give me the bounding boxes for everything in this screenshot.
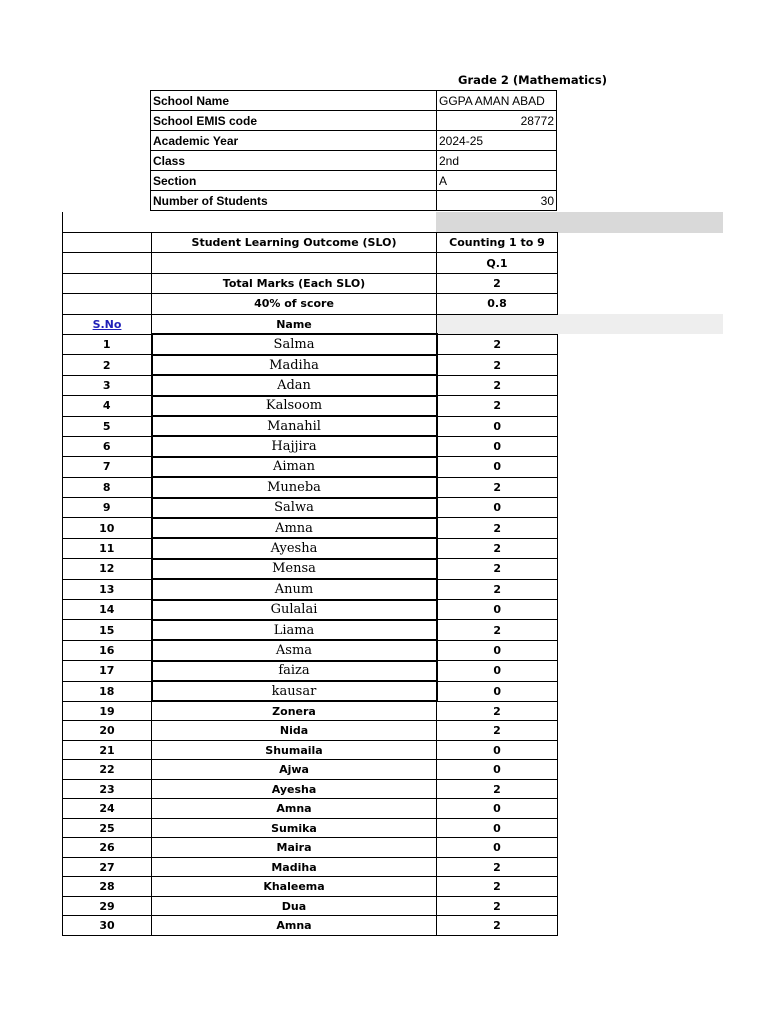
sno-cell[interactable]: 30 <box>63 916 152 936</box>
score-cell[interactable]: 0 <box>437 416 558 436</box>
question-label[interactable]: Q.1 <box>437 253 558 273</box>
info-label[interactable]: Class <box>151 151 437 171</box>
score-cell[interactable]: 2 <box>437 857 558 877</box>
score-cell[interactable]: 2 <box>437 701 558 721</box>
score-cell[interactable]: 0 <box>437 498 558 518</box>
name-cell[interactable]: Manahil <box>152 416 437 436</box>
slo-label[interactable]: Student Learning Outcome (SLO) <box>152 233 437 253</box>
info-value[interactable]: 30 <box>437 191 557 211</box>
info-row <box>151 151 557 171</box>
table-row <box>63 896 558 916</box>
name-cell[interactable]: Aiman <box>152 457 437 477</box>
name-cell[interactable]: Sumika <box>152 818 437 838</box>
info-value[interactable]: 28772 <box>437 111 557 131</box>
name-cell[interactable]: Nida <box>152 721 437 741</box>
score-cell[interactable]: 2 <box>437 396 558 416</box>
name-cell[interactable]: Amna <box>152 518 437 538</box>
info-value[interactable]: GGPA AMAN ABAD <box>437 91 557 111</box>
table-cell[interactable] <box>63 273 152 293</box>
info-row <box>151 111 557 131</box>
score-cell[interactable]: 0 <box>437 838 558 858</box>
info-label[interactable]: Academic Year <box>151 131 437 151</box>
name-cell[interactable]: Ayesha <box>152 779 437 799</box>
score-cell[interactable]: 2 <box>437 779 558 799</box>
info-label[interactable]: Number of Students <box>151 191 437 211</box>
sno-cell[interactable]: 29 <box>63 896 152 916</box>
name-cell[interactable]: Salwa <box>152 498 437 518</box>
table-row <box>63 681 558 701</box>
score-cell[interactable]: 2 <box>437 877 558 897</box>
sno-cell[interactable]: 5 <box>63 416 152 436</box>
table-row <box>63 334 558 354</box>
table-row <box>63 498 558 518</box>
table-row <box>63 877 558 897</box>
name-cell[interactable]: kausar <box>152 681 437 701</box>
sno-cell[interactable]: 10 <box>63 518 152 538</box>
pct-label[interactable]: 40% of score <box>152 294 437 314</box>
sno-cell[interactable]: 3 <box>63 375 152 395</box>
name-cell[interactable]: Muneba <box>152 477 437 497</box>
slo-value[interactable]: Counting 1 to 9 <box>437 233 558 253</box>
sno-cell[interactable]: 7 <box>63 457 152 477</box>
sno-cell[interactable]: 11 <box>63 538 152 558</box>
sno-cell[interactable]: 21 <box>63 740 152 760</box>
table-row <box>63 375 558 395</box>
table-cell[interactable] <box>63 253 152 273</box>
sno-cell[interactable]: 28 <box>63 877 152 897</box>
sno-cell[interactable]: 12 <box>63 559 152 579</box>
score-cell[interactable]: 0 <box>437 799 558 819</box>
info-value[interactable]: 2024-25 <box>437 131 557 151</box>
sno-header[interactable]: S.No <box>63 314 152 334</box>
name-cell[interactable]: Dua <box>152 896 437 916</box>
grid-line <box>62 212 63 233</box>
name-cell[interactable]: Hajjira <box>152 436 437 456</box>
name-cell[interactable]: Liama <box>152 620 437 640</box>
table-row <box>63 579 558 599</box>
sno-cell[interactable]: 4 <box>63 396 152 416</box>
score-cell[interactable]: 0 <box>437 760 558 780</box>
info-row <box>151 131 557 151</box>
score-cell[interactable]: 0 <box>437 457 558 477</box>
score-cell[interactable]: 2 <box>437 721 558 741</box>
sno-cell[interactable]: 1 <box>63 334 152 354</box>
question-row <box>63 253 558 273</box>
sno-cell[interactable]: 17 <box>63 661 152 681</box>
name-header[interactable]: Name <box>152 314 437 334</box>
info-label[interactable]: School Name <box>151 91 437 111</box>
sno-cell[interactable]: 6 <box>63 436 152 456</box>
score-cell[interactable]: 2 <box>437 579 558 599</box>
score-cell[interactable]: 2 <box>437 518 558 538</box>
table-row <box>63 721 558 741</box>
score-cell[interactable]: 0 <box>437 818 558 838</box>
table-row <box>63 779 558 799</box>
table-row <box>63 396 558 416</box>
sno-cell[interactable]: 16 <box>63 640 152 660</box>
name-cell[interactable]: Maira <box>152 838 437 858</box>
name-cell[interactable]: Asma <box>152 640 437 660</box>
score-cell[interactable]: 2 <box>437 477 558 497</box>
sno-cell[interactable]: 13 <box>63 579 152 599</box>
info-label[interactable]: Section <box>151 171 437 191</box>
info-row <box>151 171 557 191</box>
total-marks-value[interactable]: 2 <box>437 273 558 293</box>
total-marks-row <box>63 273 558 293</box>
sno-cell[interactable]: 15 <box>63 620 152 640</box>
sno-cell[interactable]: 22 <box>63 760 152 780</box>
table-row <box>63 916 558 936</box>
score-cell[interactable]: 0 <box>437 681 558 701</box>
score-cell[interactable]: 0 <box>437 640 558 660</box>
marks-table <box>62 232 558 936</box>
table-cell[interactable] <box>437 314 558 334</box>
table-row <box>63 355 558 375</box>
table-row <box>63 701 558 721</box>
name-cell[interactable]: Anum <box>152 579 437 599</box>
score-cell[interactable]: 2 <box>437 375 558 395</box>
sno-cell[interactable]: 2 <box>63 355 152 375</box>
table-row <box>63 416 558 436</box>
sno-cell[interactable]: 23 <box>63 779 152 799</box>
table-row <box>63 457 558 477</box>
table-row <box>63 838 558 858</box>
info-row <box>151 91 557 111</box>
sno-cell[interactable]: 18 <box>63 681 152 701</box>
table-row <box>63 818 558 838</box>
pct-row <box>63 294 558 314</box>
name-cell[interactable]: Zonera <box>152 701 437 721</box>
table-cell[interactable] <box>63 233 152 253</box>
sno-cell[interactable]: 24 <box>63 799 152 819</box>
sno-cell[interactable]: 25 <box>63 818 152 838</box>
table-row <box>63 518 558 538</box>
name-cell[interactable]: Mensa <box>152 559 437 579</box>
score-cell[interactable]: 0 <box>437 661 558 681</box>
sheet-title: Grade 2 (Mathematics) <box>458 73 607 87</box>
name-cell[interactable]: Kalsoom <box>152 396 437 416</box>
table-row <box>63 620 558 640</box>
table-row <box>63 857 558 877</box>
name-cell[interactable]: Madiha <box>152 857 437 877</box>
name-cell[interactable]: Ajwa <box>152 760 437 780</box>
info-value[interactable]: A <box>437 171 557 191</box>
info-value[interactable]: 2nd <box>437 151 557 171</box>
name-cell[interactable]: Ayesha <box>152 538 437 558</box>
total-marks-label[interactable]: Total Marks (Each SLO) <box>152 273 437 293</box>
table-row <box>63 661 558 681</box>
table-row <box>63 559 558 579</box>
score-cell[interactable]: 2 <box>437 334 558 354</box>
column-header-row <box>63 314 558 334</box>
name-cell[interactable]: Amna <box>152 799 437 819</box>
score-cell[interactable]: 2 <box>437 916 558 936</box>
name-cell[interactable]: Khaleema <box>152 877 437 897</box>
sno-cell[interactable]: 19 <box>63 701 152 721</box>
score-cell[interactable]: 2 <box>437 538 558 558</box>
sno-cell[interactable]: 8 <box>63 477 152 497</box>
score-cell[interactable]: 0 <box>437 436 558 456</box>
score-cell[interactable]: 0 <box>437 740 558 760</box>
sno-cell[interactable]: 14 <box>63 600 152 620</box>
slo-row <box>63 233 558 253</box>
table-cell[interactable] <box>152 253 437 273</box>
table-row <box>63 740 558 760</box>
info-label[interactable]: School EMIS code <box>151 111 437 131</box>
score-cell[interactable]: 2 <box>437 896 558 916</box>
sno-cell[interactable]: 27 <box>63 857 152 877</box>
table-row <box>63 436 558 456</box>
table-row <box>63 760 558 780</box>
name-cell[interactable]: Salma <box>152 334 437 354</box>
name-cell[interactable]: Adan <box>152 375 437 395</box>
score-cell[interactable]: 2 <box>437 355 558 375</box>
table-row <box>63 477 558 497</box>
name-cell[interactable]: Shumaila <box>152 740 437 760</box>
score-cell[interactable]: 2 <box>437 559 558 579</box>
table-cell[interactable] <box>63 294 152 314</box>
info-row <box>151 191 557 211</box>
sno-cell[interactable]: 26 <box>63 838 152 858</box>
sno-cell[interactable]: 20 <box>63 721 152 741</box>
name-cell[interactable]: Madiha <box>152 355 437 375</box>
name-cell[interactable]: Amna <box>152 916 437 936</box>
table-row <box>63 640 558 660</box>
table-row <box>63 538 558 558</box>
pct-value[interactable]: 0.8 <box>437 294 558 314</box>
school-info-table <box>150 90 557 211</box>
sno-cell[interactable]: 9 <box>63 498 152 518</box>
score-cell[interactable]: 0 <box>437 600 558 620</box>
name-cell[interactable]: faiza <box>152 661 437 681</box>
table-row <box>63 799 558 819</box>
table-row <box>63 600 558 620</box>
name-cell[interactable]: Gulalai <box>152 600 437 620</box>
shaded-band <box>436 212 723 233</box>
score-cell[interactable]: 2 <box>437 620 558 640</box>
